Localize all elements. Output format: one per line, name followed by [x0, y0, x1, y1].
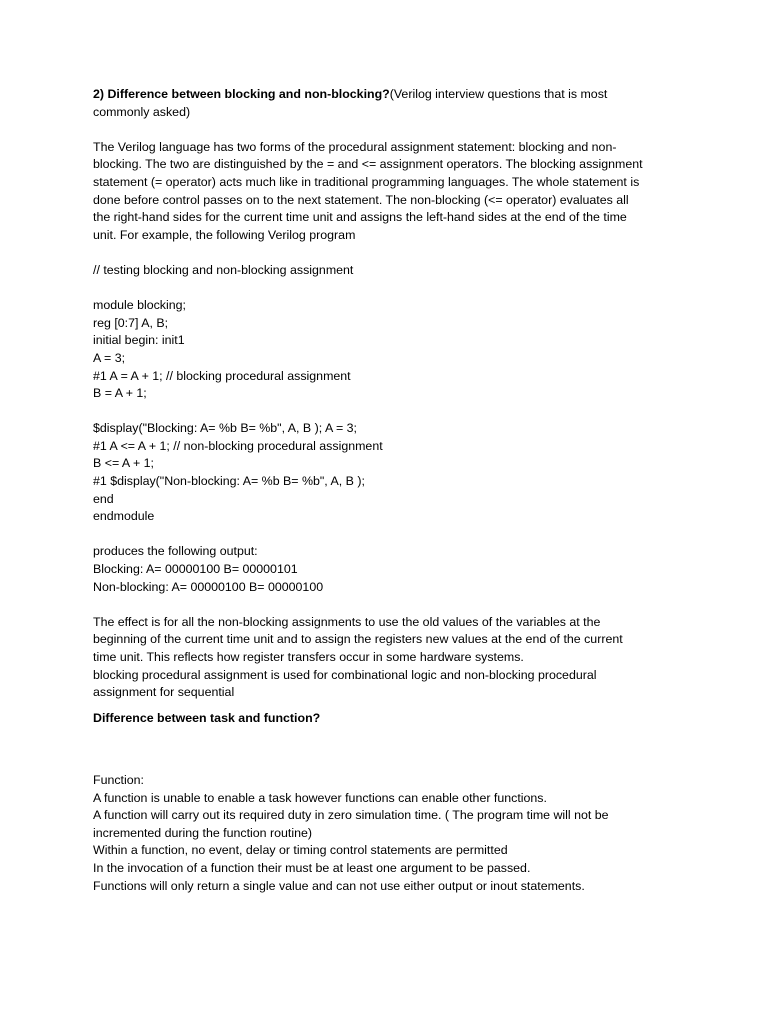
function-line: Functions will only return a single value and can not use either output or inout statements. — [93, 878, 585, 893]
function-line: Within a function, no event, delay or timing control statements are permitted — [93, 843, 508, 858]
question-2-heading-bold: 2) Difference between blocking and non-blocking? — [93, 87, 390, 101]
effect-line: blocking procedural assignment is used for combinational logic and non-blocking procedural — [93, 667, 597, 682]
code-line: $display("Blocking: A= %b B= %b", A, B ); A = 3; — [93, 421, 357, 436]
question-3-heading: Difference between task and function? — [93, 710, 321, 725]
code-line: end — [93, 491, 114, 506]
output-line: Blocking: A= 00000100 B= 00000101 — [93, 562, 298, 577]
code-line: module blocking; — [93, 298, 186, 313]
question-2-heading — [93, 86, 653, 104]
effect-line: assignment for sequential — [93, 685, 235, 700]
function-line: incremented during the function routine) — [93, 825, 313, 840]
effect-line: beginning of the current time unit and to assign the registers new values at the end of the current — [93, 632, 623, 647]
output-block — [93, 543, 653, 596]
document-page — [93, 86, 653, 895]
intro-line: done before control passes on to the next statement. The non-blocking (<= operator) evaluates all — [93, 192, 629, 207]
code-comment: // testing blocking and non-blocking assignment — [93, 262, 354, 277]
intro-paragraph — [93, 139, 653, 245]
function-line: A function is unable to enable a task however functions can enable other functions. — [93, 790, 547, 805]
code-line: B = A + 1; — [93, 386, 147, 401]
code-line: A = 3; — [93, 350, 126, 365]
effect-line: The effect is for all the non-blocking assignments to use the old values of the variables at the — [93, 614, 601, 629]
code-block-2 — [93, 420, 653, 526]
intro-line: unit. For example, the following Verilog program — [93, 227, 356, 242]
question-2-heading-rest: (Verilog interview questions that is most — [389, 87, 608, 101]
output-line: Non-blocking: A= 00000100 B= 00000100 — [93, 579, 324, 594]
code-block-1 — [93, 297, 653, 403]
code-line: endmodule — [93, 509, 155, 524]
function-line: In the invocation of a function their must be at least one argument to be passed. — [93, 860, 531, 875]
function-section — [93, 772, 653, 895]
code-line: reg [0:7] A, B; — [93, 315, 169, 330]
code-line: #1 $display("Non-blocking: A= %b B= %b", A, B ); — [93, 474, 365, 489]
code-line: #1 A <= A + 1; // non-blocking procedural assignment — [93, 438, 383, 453]
effect-line: time unit. This reflects how register transfers occur in some hardware systems. — [93, 650, 524, 664]
effect-paragraph — [93, 614, 653, 702]
output-line: produces the following output: — [93, 544, 258, 559]
code-line: #1 A = A + 1; // blocking procedural assignment — [93, 368, 351, 383]
intro-line: statement (= operator) acts much like in traditional programming languages. The whole statement is — [93, 174, 640, 189]
code-line: initial begin: init1 — [93, 333, 185, 348]
intro-line: the right-hand sides for the current time unit and assigns the left-hand sides at the end of the time — [93, 210, 627, 225]
question-2-heading-line2: commonly asked) — [93, 104, 191, 119]
code-line: B <= A + 1; — [93, 456, 154, 471]
intro-line: blocking. The two are distinguished by the = and <= assignment operators. The blocking assignment — [93, 157, 643, 172]
function-line: Function: — [93, 772, 144, 787]
intro-line: The Verilog language has two forms of the procedural assignment statement: blocking and non- — [93, 139, 617, 154]
function-line: A function will carry out its required duty in zero simulation time. ( The program time will not be — [93, 808, 609, 823]
